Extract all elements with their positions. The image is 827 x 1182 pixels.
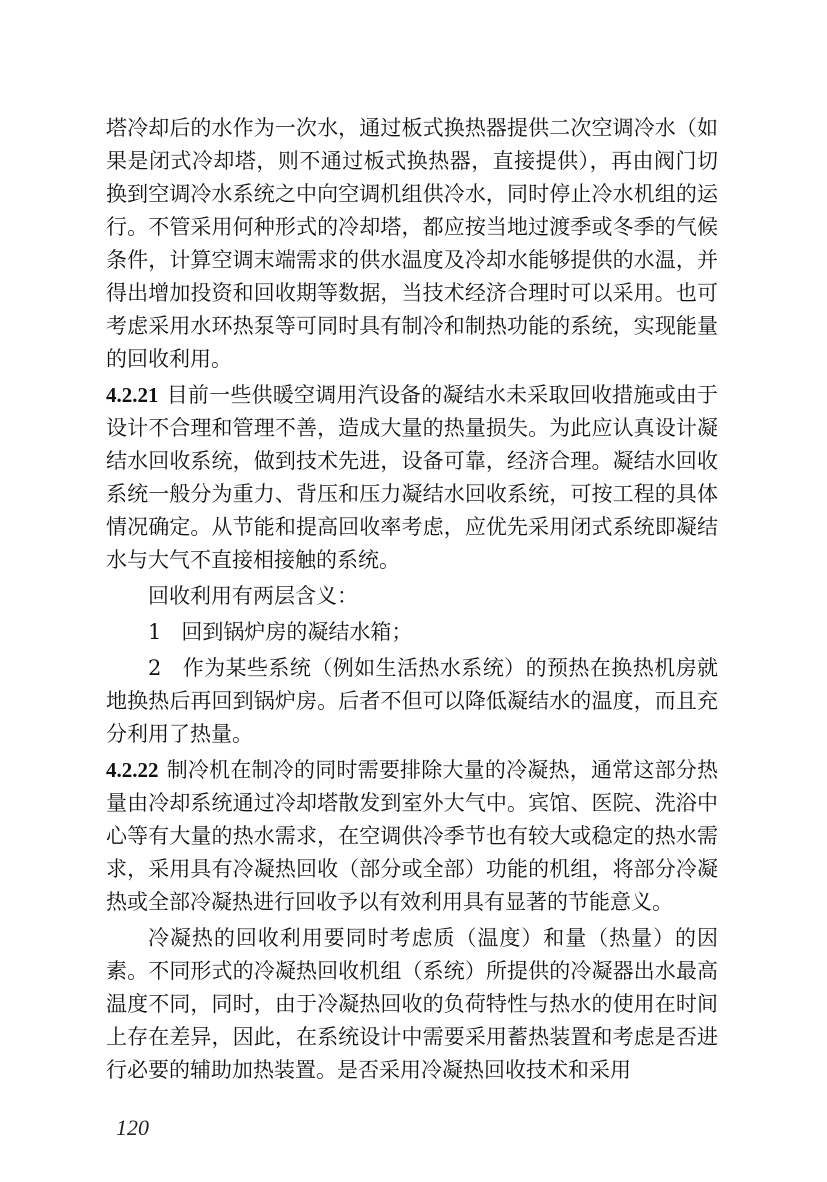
- continuation-paragraph: 塔冷却后的水作为一次水，通过板式换热器提供二次空调冷水（如果是闭式冷却塔，则不通过板式换热器，直接提供），再由阀门切换到空调冷水系统之中向空调机组供冷水，同时停止冷水机组的运行。不管采用何种形式的冷却塔，都应按当地过渡季或冬季的气候条件，计算空调末端需求的供水温度及冷却水能够提供的水温，并得出增加投资和回收期等数据，当技术经济合理时可以采用。也可考虑采用水环热泵等可同时具有制冷和制热功能的系统，实现能量的回收利用。: [106, 116, 718, 371]
- clause-number: 4.2.21: [106, 383, 159, 407]
- clause-4-2-22: [106, 754, 718, 919]
- list-item-text: 作为某些系统（例如生活热水系统）的预热在换热机房就地换热后再回到锅炉房。后者不但可以降低凝结水的温度，而且充分利用了热量。: [106, 656, 719, 746]
- clause-number: 4.2.22: [106, 758, 159, 782]
- clause-4-2-21: [106, 379, 718, 577]
- clause-paragraph: 冷凝热的回收利用要同时考虑质（温度）和量（热量）的因素。不同形式的冷凝热回收机组（系统）所提供的冷凝器出水最高温度不同，同时，由于冷凝热回收的负荷特性与热水的使用在时间上存在差异，因此，在系统设计中需要采用蓄热装置和考虑是否进行必要的辅助加热装置。是否采用冷凝热回收技术和采用: [106, 926, 718, 1082]
- clause-text: 制冷机在制冷的同时需要排除大量的冷凝热，通常这部分热量由冷却系统通过冷却塔散发到室外大气中。宾馆、医院、洗浴中心等有大量的热水需求，在空调供冷季节也有较大或稳定的热水需求，采用具有冷凝热回收（部分或全部）功能的机组，将部分冷凝热或全部冷凝热进行回收予以有效利用具有显著的节能意义。: [106, 758, 718, 914]
- page-number: 120: [116, 1115, 149, 1140]
- list-item: [106, 652, 718, 751]
- list-item-number: 2: [148, 656, 162, 680]
- clause-text: 目前一些供暖空调用汽设备的凝结水未采取回收措施或由于设计不合理和管理不善，造成大量的热量损失。为此应认真设计凝结水回收系统，做到技术先进，设备可靠，经济合理。凝结水回收系统一般分为重力、背压和压力凝结水回收系统，可按工程的具体情况确定。从节能和提高回收率考虑，应优先采用闭式系统即凝结水与大气不直接相接触的系统。: [106, 383, 718, 572]
- intro-paragraph: 回收利用有两层含义：: [148, 584, 358, 608]
- list-item: [106, 616, 718, 649]
- list-item-number: 1: [148, 620, 162, 644]
- list-item-text: 回到锅炉房的凝结水箱；: [181, 620, 413, 644]
- body-text: [106, 112, 718, 1090]
